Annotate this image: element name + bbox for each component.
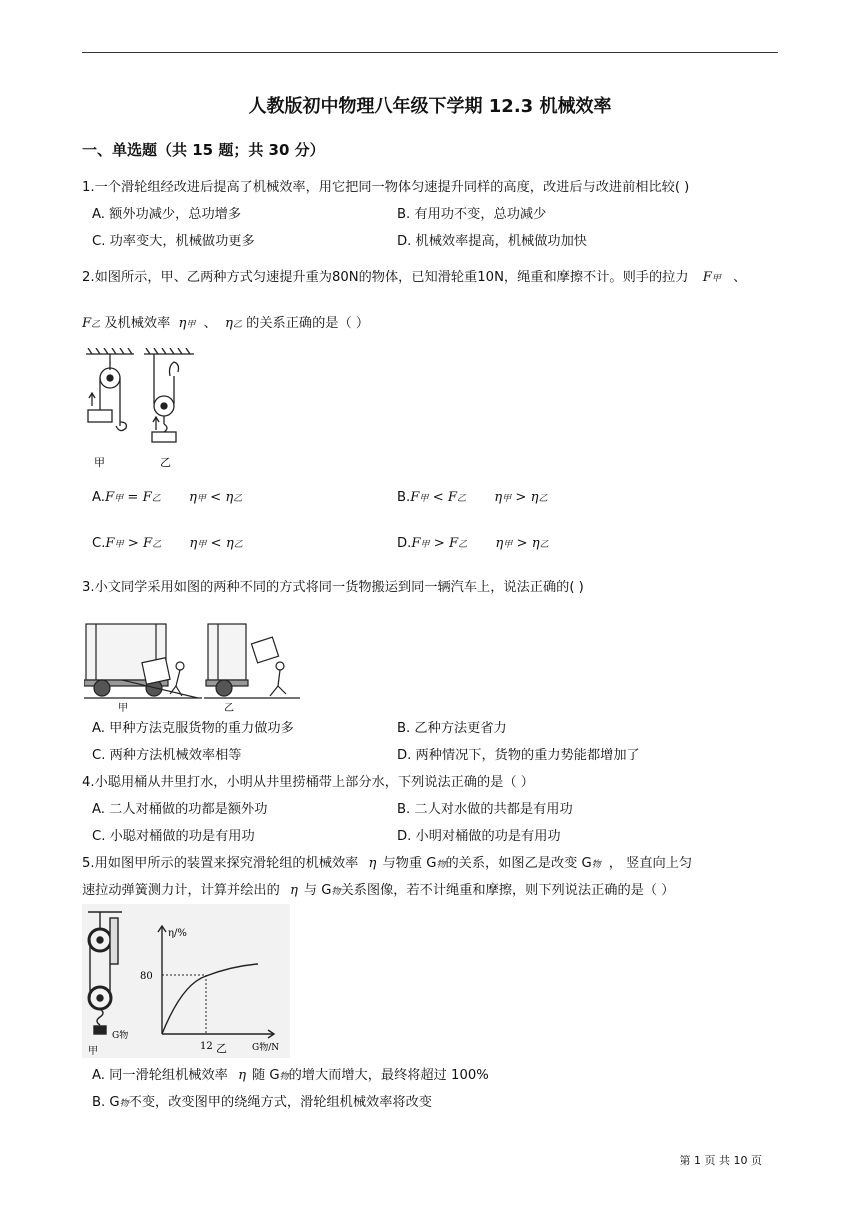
q3-truck-figure bbox=[84, 622, 304, 712]
q5-option-b[interactable] bbox=[92, 1091, 432, 1110]
q2-d-s1: 甲 bbox=[420, 540, 430, 550]
q1-option-c[interactable]: C. 功率变大，机械做功更多 bbox=[92, 234, 255, 249]
q5-stem-b: 与物重 G bbox=[382, 856, 437, 871]
q2-a-op1: = bbox=[127, 490, 139, 505]
q2-c-s1: 甲 bbox=[114, 540, 124, 550]
q2-b-s3: 甲 bbox=[502, 494, 512, 504]
q2-comma: 、 bbox=[733, 270, 747, 285]
q2-b-s4: 乙 bbox=[538, 494, 548, 504]
q2-option-a[interactable] bbox=[92, 490, 242, 505]
question-5-stem-line2 bbox=[82, 879, 674, 898]
q2-a-eta1: η bbox=[189, 490, 197, 505]
q2-option-b[interactable] bbox=[397, 490, 548, 505]
q5-option-a[interactable] bbox=[92, 1064, 489, 1083]
q2-sub-yi: 乙 bbox=[91, 320, 101, 330]
q2-stem-mid: 及机械效率 bbox=[100, 316, 171, 331]
q5-stem2-c: 关系图像，若不计绳重和摩擦，则下列说法正确的是（ ） bbox=[340, 883, 675, 898]
q3-option-d[interactable]: D. 两种情况下，货物的重力势能都增加了 bbox=[397, 748, 640, 763]
q2-a-s4: 乙 bbox=[233, 494, 243, 504]
q2-c-letter: C. bbox=[92, 536, 106, 551]
q3-option-c[interactable]: C. 两种方法机械效率相等 bbox=[92, 748, 242, 763]
q5-fig-x-tick: 12 bbox=[200, 1041, 213, 1052]
q2-d-s4: 乙 bbox=[539, 540, 549, 550]
q2-a-eta2: η bbox=[225, 490, 234, 505]
q2-b-letter: B. bbox=[397, 490, 411, 505]
q4-option-b[interactable]: B. 二人对水做的共都是有用功 bbox=[397, 802, 573, 817]
q5-b-text1: B. G bbox=[92, 1095, 120, 1110]
q2-b-s2: 乙 bbox=[457, 494, 467, 504]
header-rule bbox=[82, 52, 778, 53]
q2-c-s4: 乙 bbox=[233, 540, 243, 550]
q5-sub-wu3: 物 bbox=[331, 887, 341, 897]
page-footer: 第 1 页 共 10 页 bbox=[679, 1154, 762, 1167]
q5-sub-wu2: 物 bbox=[591, 860, 601, 870]
section-heading: 一、单选题（共 15 题；共 30 分） bbox=[82, 141, 325, 159]
q2-d-eta1: η bbox=[495, 536, 504, 551]
q3-option-a[interactable]: A. 甲种方法克服货物的重力做功多 bbox=[92, 721, 294, 736]
q2-a-s3: 甲 bbox=[196, 494, 206, 504]
q3-fig-label-yi: 乙 bbox=[224, 703, 234, 712]
q5-a-text1: A. 同一滑轮组机械效率 bbox=[92, 1068, 228, 1083]
q2-stem-text: 2.如图所示，甲、乙两种方式匀速提升重为80N的物体，已知滑轮重10N，绳重和摩擦不计。则手的拉力 bbox=[82, 270, 689, 285]
q2-option-c[interactable] bbox=[92, 536, 243, 551]
q2-symbol-f2: F bbox=[82, 316, 92, 331]
q5-fig-y-label: η/% bbox=[168, 928, 187, 939]
q2-b-op2: > bbox=[515, 490, 527, 505]
q5-eta-symbol2: η bbox=[290, 883, 298, 898]
page-title: 人教版初中物理八年级下学期 12.3 机械效率 bbox=[248, 96, 612, 117]
q5-stem-a: 5.用如图甲所示的装置来探究滑轮组的机械效率 bbox=[82, 856, 359, 871]
question-4-stem: 4.小聪用桶从井里打水，小明从井里捞桶带上部分水，下列说法正确的是（ ） bbox=[82, 775, 534, 790]
q5-fig-y-tick: 80 bbox=[140, 971, 153, 982]
q2-option-d[interactable] bbox=[397, 536, 549, 551]
q5-stem-c: 的关系，如图乙是改变 G bbox=[445, 856, 592, 871]
q4-option-a[interactable]: A. 二人对桶做的功都是额外功 bbox=[92, 802, 268, 817]
q2-fig-label-yi: 乙 bbox=[160, 456, 171, 469]
q2-sub-yi2: 乙 bbox=[232, 320, 242, 330]
q2-b-eta1: η bbox=[494, 490, 503, 505]
q2-d-s2: 乙 bbox=[458, 540, 468, 550]
q5-fig-x-label: G物/N bbox=[252, 1043, 280, 1053]
q2-a-op2: < bbox=[210, 490, 222, 505]
q2-fig-label-jia: 甲 bbox=[94, 456, 105, 469]
q2-a-letter: A. bbox=[92, 490, 105, 505]
q2-d-letter: D. bbox=[397, 536, 412, 551]
q5-stem-d: ， 竖直向上匀 bbox=[608, 856, 693, 871]
q2-d-f2: F bbox=[449, 536, 459, 551]
question-1-stem: 1.一个滑轮组经改进后提高了机械效率，用它把同一物体匀速提升同样的高度，改进后与改进前相比较( ) bbox=[82, 180, 690, 195]
q2-c-s3: 甲 bbox=[197, 540, 207, 550]
q2-a-s1: 甲 bbox=[114, 494, 124, 504]
q2-c-f2: F bbox=[143, 536, 153, 551]
q2-b-f1: F bbox=[410, 490, 420, 505]
q2-c-s2: 乙 bbox=[152, 540, 162, 550]
q2-symbol-f: F bbox=[702, 270, 712, 285]
q2-c-eta2: η bbox=[225, 536, 234, 551]
q4-option-c[interactable]: C. 小聪对桶做的功是有用功 bbox=[92, 829, 255, 844]
q5-b-sub: 物 bbox=[119, 1099, 129, 1109]
q2-b-op1: < bbox=[432, 490, 444, 505]
q2-c-op1: > bbox=[127, 536, 139, 551]
q5-fig-g-label: G物 bbox=[112, 1031, 129, 1041]
q2-c-op2: < bbox=[210, 536, 222, 551]
q5-a-text3: 的增大而增大，最终将超过 100% bbox=[288, 1068, 489, 1083]
q5-stem2-b: 与 G bbox=[303, 883, 332, 898]
q5-fig-label-yi: 乙 bbox=[216, 1042, 227, 1055]
question-2-stem-line2 bbox=[82, 312, 369, 331]
q2-d-eta2: η bbox=[531, 536, 540, 551]
question-3-stem: 3.小文同学采用如图的两种不同的方式将同一货物搬运到同一辆汽车上，说法正确的( ) bbox=[82, 580, 584, 595]
q5-eta-symbol: η bbox=[368, 856, 377, 871]
q2-stem-end: 的关系正确的是（ ） bbox=[241, 316, 370, 331]
q2-sub-jia: 甲 bbox=[711, 274, 721, 284]
q5-b-text2: 不变，改变图甲的绕绳方式，滑轮组机械效率将改变 bbox=[128, 1095, 432, 1110]
q2-b-eta2: η bbox=[530, 490, 539, 505]
q5-sub-wu: 物 bbox=[436, 860, 446, 870]
question-5-stem-line1 bbox=[82, 852, 692, 871]
q2-c-eta1: η bbox=[189, 536, 198, 551]
q2-symbol-eta: η bbox=[178, 316, 187, 331]
q5-fig-label-jia: 甲 bbox=[88, 1046, 98, 1057]
q2-symbol-eta2: η bbox=[225, 316, 233, 331]
q5-a-eta: η bbox=[238, 1068, 246, 1083]
q2-d-s3: 甲 bbox=[503, 540, 513, 550]
question-2-stem-line1 bbox=[82, 266, 746, 285]
q2-d-op1: > bbox=[433, 536, 445, 551]
q2-pulley-figure bbox=[84, 348, 204, 470]
q5-stem2-a: 速拉动弹簧测力计，计算并绘出的 bbox=[82, 883, 280, 898]
q2-c-f1: F bbox=[105, 536, 115, 551]
q2-a-s2: 乙 bbox=[151, 494, 161, 504]
q2-a-f1: F bbox=[104, 490, 115, 505]
q5-a-text2: 随 G bbox=[251, 1068, 280, 1083]
q2-comma2: 、 bbox=[203, 316, 217, 331]
q3-option-b[interactable]: B. 乙种方法更省力 bbox=[397, 721, 507, 736]
q3-fig-label-jia: 甲 bbox=[118, 703, 128, 712]
q2-d-op2: > bbox=[516, 536, 528, 551]
q2-d-f1: F bbox=[411, 536, 421, 551]
q5-a-sub: 物 bbox=[279, 1072, 289, 1082]
q4-option-d[interactable]: D. 小明对桶做的功是有用功 bbox=[397, 829, 561, 844]
q2-b-f2: F bbox=[447, 490, 458, 505]
q2-a-f2: F bbox=[142, 490, 152, 505]
q1-option-b[interactable]: B. 有用功不变，总功减少 bbox=[397, 207, 547, 222]
q2-b-s1: 甲 bbox=[419, 494, 429, 504]
q1-option-d[interactable]: D. 机械效率提高，机械做功加快 bbox=[397, 234, 587, 249]
q1-option-a[interactable]: A. 额外功减少，总功增多 bbox=[92, 207, 242, 222]
q2-sub-jia2: 甲 bbox=[186, 320, 196, 330]
q5-figure bbox=[82, 904, 290, 1058]
